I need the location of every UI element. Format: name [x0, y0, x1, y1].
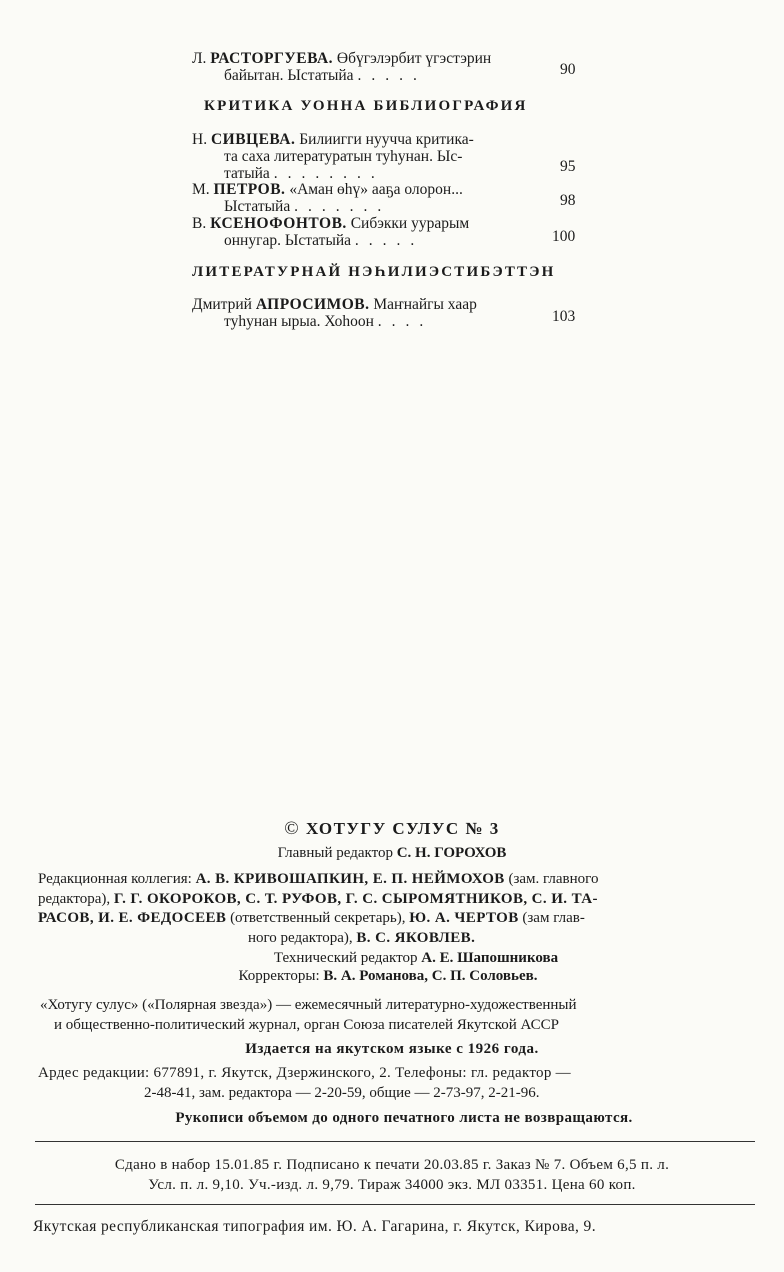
manuscripts-note: Рукописи объемом до одного печатного листа не возвращаются.: [175, 1110, 633, 1126]
author-initials: Н.: [192, 131, 208, 148]
leader-dots: .......: [294, 198, 392, 215]
article-title: Билиигги нууччa критика-: [299, 131, 474, 148]
print-data: [0, 1155, 784, 1195]
board-role: редактора),: [38, 890, 111, 907]
copyright-icon: ©: [284, 818, 301, 839]
toc-entry-ksenofontov: [192, 215, 582, 249]
author-surname: АПРОСИМОВ.: [255, 296, 370, 313]
address-line: 2-48-41, зам. редактора — 2-20-59, общие — 2-73-97, 2-21-96.: [144, 1084, 540, 1101]
article-title-cont: та саха литературатын туһунан. Ыс-: [224, 148, 463, 165]
leader-dots: .....: [354, 232, 425, 249]
board-role: (зам глав-: [522, 910, 585, 926]
chief-editor-label: Главный редактор: [277, 845, 393, 861]
toc-entry-petrov: [192, 181, 582, 215]
board-names: Г. Г. ОКОРОКОВ, С. Т. РУФОВ, Г. С. СЫРОМЯТНИКОВ, С. И. ТА-: [113, 890, 598, 907]
board-names: А. В. КРИВОШАПКИН, Е. П. НЕЙМОХОВ: [195, 871, 505, 887]
author-surname: РАСТОРГУЕВА.: [210, 50, 334, 67]
correctors-names: В. А. Романова, С. П. Соловьев.: [323, 968, 538, 984]
article-title-cont: Ыстатыйа: [224, 198, 291, 215]
section-heading-anniversaries: ЛИТЕРАТУРНАЙ НЭҺИЛИЭСТИБЭТТЭН: [192, 264, 556, 280]
board-label: Редакционная коллегия:: [38, 871, 192, 887]
board-names: РАСОВ, И. Е. ФЕДОСЕЕВ: [38, 910, 227, 926]
author-surname: СИВЦЕВА.: [210, 131, 296, 148]
board-role: (ответственный секретарь),: [230, 910, 406, 926]
correctors-line: [0, 968, 780, 985]
page-number: 100: [552, 228, 576, 245]
published-since: Издается на якутском языке с 1926 года.: [245, 1041, 539, 1057]
page-number: 98: [560, 192, 576, 209]
print-data-line: Сдано в набор 15.01.85 г. Подписано к печати 20.03.85 г. Заказ № 7. Объем 6,5 п. л.: [114, 1157, 670, 1173]
journal-title: [0, 818, 784, 840]
author-surname: ПЕТРОВ.: [213, 181, 286, 198]
toc-entry-rastorgueva: [192, 50, 582, 84]
correctors-label: Корректоры:: [238, 968, 320, 984]
leader-dots: ....: [377, 313, 434, 330]
page-number: 95: [560, 158, 576, 175]
page-number: 103: [552, 308, 576, 325]
chief-editor-name: С. Н. ГОРОХОВ: [396, 845, 507, 861]
article-title: «Аман өһү» ааҕа олорон...: [289, 181, 463, 198]
author-initials: Дмитрий: [192, 296, 252, 313]
article-title: Сибэкки уурарым: [350, 215, 470, 232]
divider-bottom: [35, 1204, 755, 1205]
print-data-line: Усл. п. л. 9,10. Уч.-изд. л. 9,79. Тираж 34000 экз. МЛ 03351. Цена 60 коп.: [148, 1177, 636, 1193]
leader-dots: .....: [357, 67, 427, 84]
tech-editor-name: А. Е. Шапошникова: [421, 950, 559, 966]
toc-entry-sivtseva: [192, 131, 582, 182]
page-number: 90: [560, 61, 576, 78]
journal-name: ХОТУГУ СУЛУС № 3: [305, 819, 500, 838]
board-names: Ю. А. ЧЕРТОВ: [409, 910, 519, 926]
chief-editor-line: [0, 845, 784, 862]
article-title-cont: байытан. Ыстатыйа: [224, 67, 354, 84]
author-initials: В.: [192, 215, 207, 232]
section-heading-critique: КРИТИКА УОННА БИБЛИОГРАФИЯ: [204, 98, 528, 114]
board-role: (зам. главного: [508, 871, 599, 887]
author-initials: М.: [192, 181, 210, 198]
board-role: ного редактора),: [248, 929, 353, 946]
description-line: «Хотугу сулус» («Полярная звезда») — ежемесячный литературно-художественный: [40, 997, 577, 1013]
article-title-cont: татыйа: [224, 165, 270, 182]
journal-description: [40, 996, 754, 1035]
tech-editor-label: Технический редактор: [273, 950, 418, 966]
printer-line: Якутская республиканская типография им. Ю. А. Гагарина, г. Якутск, Кирова, 9.: [33, 1218, 596, 1235]
article-title: Өбүгэлэрбит үгэстэрин: [336, 50, 492, 67]
editorial-address: [38, 1064, 754, 1103]
description-line: и общественно-политический журнал, орган Союза писателей Якутской АССР: [54, 1016, 559, 1033]
toc-entry-aprosimov: [192, 296, 582, 330]
author-surname: КСЕНОФОНТОВ.: [210, 215, 347, 232]
article-title-cont: туһунан ырыа. Хоһоон: [224, 313, 374, 330]
article-title: Маҥнайгы хаар: [373, 296, 477, 313]
tech-editor-line: [24, 950, 784, 967]
board-names: В. С. ЯКОВЛЕВ.: [356, 929, 476, 946]
editorial-board: [38, 870, 754, 948]
article-title-cont: оннугар. Ыстатыйа: [224, 232, 352, 249]
address-line: Ардес редакции: 677891, г. Якутск, Дзержинского, 2. Телефоны: гл. редактор —: [38, 1065, 571, 1081]
divider-top: [35, 1141, 755, 1142]
leader-dots: ........: [273, 165, 385, 182]
author-initials: Л.: [192, 50, 207, 67]
